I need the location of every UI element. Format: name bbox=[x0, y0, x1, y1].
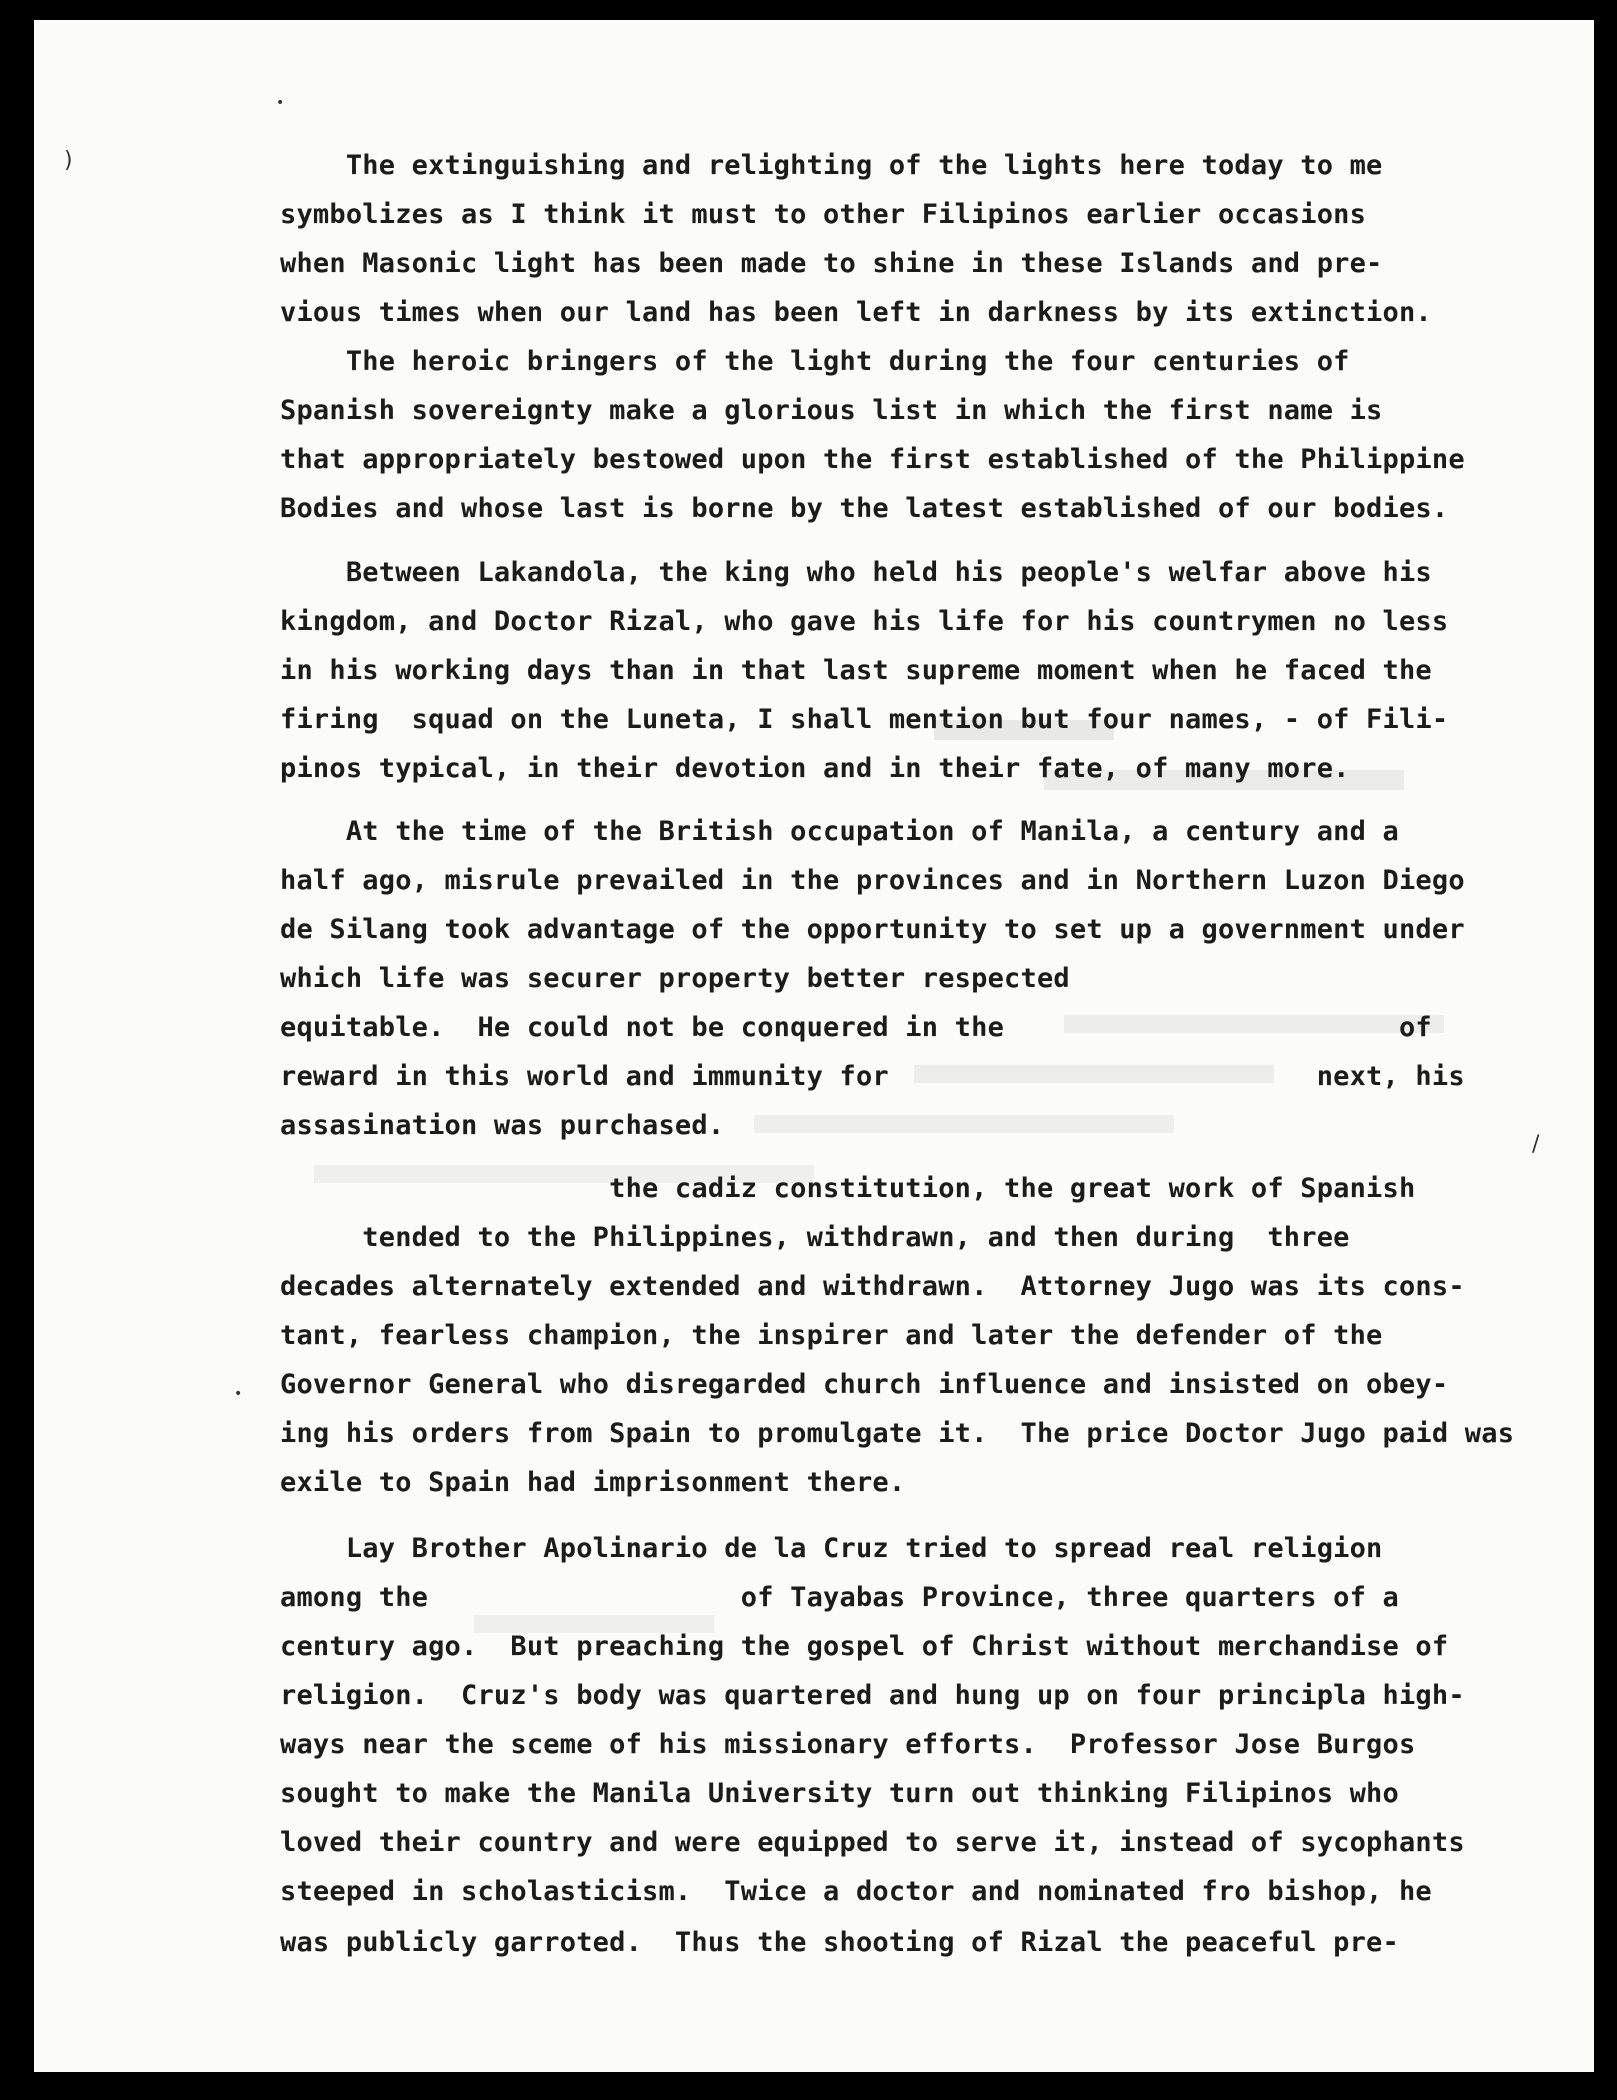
text-line-31: religion. Cruz's body was quartered and hung up on four principla high- bbox=[280, 1680, 1465, 1711]
margin-mark: • bbox=[234, 1386, 243, 1402]
text-line-17: which life was securer property better respected bbox=[280, 963, 1070, 994]
text-line-22: tended to the Philippines, withdrawn, and then during three bbox=[280, 1222, 1350, 1253]
text-line-32: ways near the sceme of his missionary efforts. Professor Jose Burgos bbox=[280, 1729, 1416, 1760]
text-line-3: when Masonic light has been made to shine in these Islands and pre- bbox=[280, 248, 1383, 279]
document-page bbox=[34, 20, 1594, 2072]
text-line-15: half ago, misrule prevailed in the provinces and in Northern Luzon Diego bbox=[280, 865, 1465, 896]
text-line-4: vious times when our land has been left in darkness by its extinction. bbox=[280, 297, 1432, 328]
text-line-33: sought to make the Manila University turn out thinking Filipinos who bbox=[280, 1778, 1399, 1809]
text-line-10: kingdom, and Doctor Rizal, who gave his life for his countrymen no less bbox=[280, 606, 1449, 637]
text-line-28: Lay Brother Apolinario de la Cruz tried to spread real religion bbox=[280, 1533, 1383, 1564]
text-line-12: firing squad on the Luneta, I shall mention but four names, - of Fili- bbox=[280, 704, 1449, 735]
text-line-20: assasination was purchased. bbox=[280, 1110, 725, 1141]
text-line-36: was publicly garroted. Thus the shooting of Rizal the peaceful pre- bbox=[280, 1927, 1399, 1958]
text-line-8: Bodies and whose last is borne by the latest established of our bodies. bbox=[280, 493, 1449, 524]
text-line-30: century ago. But preaching the gospel of Christ without merchandise of bbox=[280, 1631, 1449, 1662]
text-line-16: de Silang took advantage of the opportunity to set up a government under bbox=[280, 914, 1465, 945]
text-line-19: reward in this world and immunity for next, his bbox=[280, 1061, 1465, 1092]
margin-mark: / bbox=[1532, 1132, 1540, 1157]
bleed-through-mark bbox=[754, 1115, 1174, 1133]
text-line-9: Between Lakandola, the king who held his people's welfar above his bbox=[280, 557, 1432, 588]
text-line-29: among the of Tayabas Province, three quarters of a bbox=[280, 1582, 1399, 1613]
text-line-11: in his working days than in that last supreme moment when he faced the bbox=[280, 655, 1432, 686]
margin-mark: ) bbox=[64, 148, 73, 173]
text-line-1: The extinguishing and relighting of the lights here today to me bbox=[280, 150, 1383, 181]
margin-mark: • bbox=[276, 95, 285, 111]
text-line-6: Spanish sovereignty make a glorious list in which the first name is bbox=[280, 395, 1383, 426]
text-line-5: The heroic bringers of the light during the four centuries of bbox=[280, 346, 1350, 377]
text-line-7: that appropriately bestowed upon the first established of the Philippine bbox=[280, 444, 1465, 475]
text-line-25: Governor General who disregarded church influence and insisted on obey- bbox=[280, 1369, 1449, 1400]
text-line-24: tant, fearless champion, the inspirer and later the defender of the bbox=[280, 1320, 1383, 1351]
text-line-14: At the time of the British occupation of Manila, a century and a bbox=[280, 816, 1399, 847]
text-line-23: decades alternately extended and withdrawn. Attorney Jugo was its cons- bbox=[280, 1271, 1465, 1302]
text-line-34: loved their country and were equipped to serve it, instead of sycophants bbox=[280, 1827, 1465, 1858]
text-line-21: the cadiz constitution, the great work of Spanish bbox=[280, 1173, 1416, 1204]
text-line-18: equitable. He could not be conquered in the of bbox=[280, 1012, 1432, 1043]
text-line-26: ing his orders from Spain to promulgate it. The price Doctor Jugo paid was bbox=[280, 1418, 1515, 1449]
text-line-13: pinos typical, in their devotion and in their fate, of many more. bbox=[280, 753, 1350, 784]
text-line-27: exile to Spain had imprisonment there. bbox=[280, 1467, 906, 1498]
text-line-35: steeped in scholasticism. Twice a doctor and nominated fro bishop, he bbox=[280, 1876, 1432, 1907]
text-line-2: symbolizes as I think it must to other Filipinos earlier occasions bbox=[280, 199, 1367, 230]
